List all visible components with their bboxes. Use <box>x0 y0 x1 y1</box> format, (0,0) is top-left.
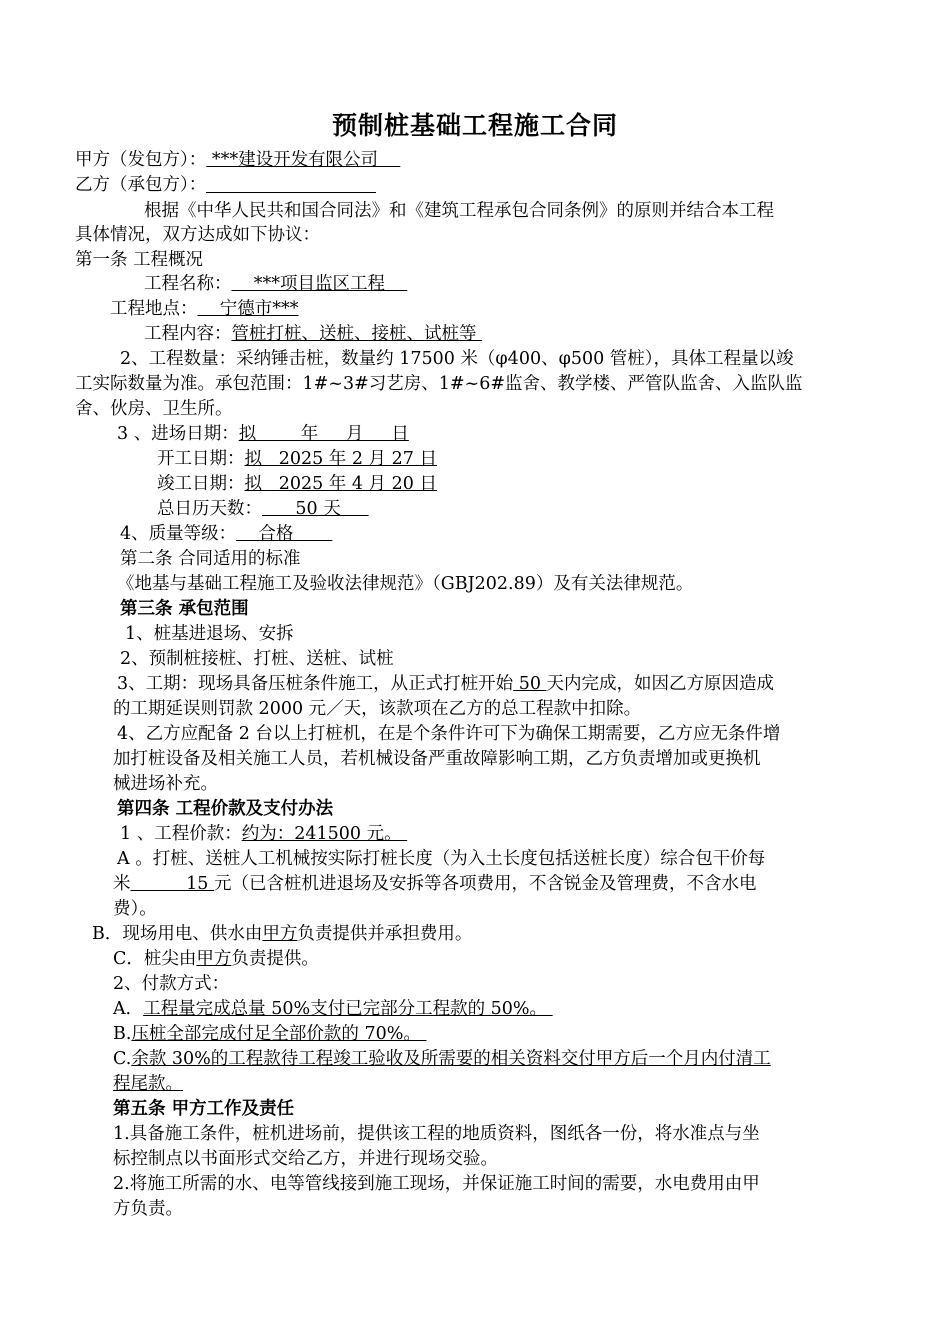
payment-a-value: 工程量完成总量 50%支付已完部分工程款的 50%。 <box>143 999 553 1019</box>
project-content-value: 管桩打桩、送桩、接桩、试桩等 <box>231 324 483 344</box>
project-name-line <box>144 272 407 296</box>
payment-b-value: 压桩全部完成付足全部价款的 70%。 <box>131 1024 427 1044</box>
total-days-value: 50 天 <box>262 499 369 519</box>
total-days-label: 总日历天数： <box>157 499 262 519</box>
party-a-label: 甲方（发包方）： <box>75 150 207 170</box>
scope-item-3-line-1 <box>117 672 774 696</box>
scope-item-4-line-1: 4、乙方应配备 2 台以上打桩机，在是个条件许可下为确保工期需要，乙方应无条件增 <box>117 724 781 744</box>
payment-c-line-1 <box>113 1047 771 1071</box>
start-date-value: 拟 2025 年 2 月 27 日 <box>244 449 437 469</box>
article-2-text: 《地基与基础工程施工及验收法律规范》（GBJ202.89）及有关法律规范。 <box>117 574 694 594</box>
price-a-text-a: 米 <box>113 874 131 894</box>
payment-c-label: C. <box>113 1049 132 1069</box>
scope-item-3-text-c: 天内完成，如因乙方原因造成 <box>546 674 775 694</box>
article-3-heading: 第三条 承包范围 <box>120 599 249 619</box>
price-b-text-c: 负责提供并承担费用。 <box>297 924 473 944</box>
scope-item-2: 2、预制桩接桩、打桩、送桩、试桩 <box>120 649 394 669</box>
project-name-value: ***项目监区工程 <box>231 274 408 294</box>
duty-1-line-2: 标控制点以书面形式交给乙方，并进行现场交验。 <box>113 1149 498 1169</box>
party-a-value: ***建设开发有限公司 <box>206 150 401 170</box>
payment-b-label: B. <box>113 1024 132 1044</box>
price-c-line <box>113 947 319 971</box>
price-b-text-a: B．现场用电、供水由 <box>92 924 263 944</box>
price-c-text-a: C．桩尖由 <box>113 949 197 969</box>
payment-a-label: A． <box>113 999 144 1019</box>
price-c-party: 甲方 <box>196 949 232 969</box>
quantity-line-3: 舍、伙房、卫生所。 <box>75 399 233 419</box>
project-name-label: 工程名称： <box>144 274 232 294</box>
quantity-line-2: 工实际数量为准。承包范围：1#~3#习艺房、1#~6#监舍、教学楼、严管队监舍、入监队监 <box>75 374 803 394</box>
work-days-value: 50 <box>513 674 547 694</box>
party-b-label: 乙方（承包方）： <box>75 175 207 195</box>
scope-item-1: 1、桩基进退场、安拆 <box>125 624 294 644</box>
price-value: 约为：241500 元。 <box>241 824 408 844</box>
start-date-label: 开工日期： <box>157 449 245 469</box>
entry-date-value: 拟 年 月 日 <box>238 424 409 444</box>
quality-label: 4、质量等级： <box>120 524 237 544</box>
quality-value: 合格 <box>236 524 333 544</box>
payment-c-line-2 <box>113 1072 183 1096</box>
total-days-line <box>157 497 369 521</box>
article-2-heading: 第二条 合同适用的标准 <box>120 549 301 569</box>
end-date-value: 拟 2025 年 4 月 20 日 <box>244 474 437 494</box>
intro-line-1: 根据《中华人民共和国合同法》和《建筑工程承包合同条例》的原则并结合本工程 <box>144 201 774 221</box>
project-place-value: 宁德市*** <box>197 299 299 319</box>
project-content-line <box>144 322 482 346</box>
duty-2-line-1: 2.将施工所需的水、电等管线接到施工现场，并保证施工时间的需要，水电费用由甲 <box>113 1174 760 1194</box>
price-line <box>120 822 407 846</box>
price-label: 1 、工程价款： <box>120 824 242 844</box>
payment-b-line <box>113 1022 426 1046</box>
price-b-line <box>92 922 472 946</box>
start-date-line <box>157 447 437 471</box>
entry-date-label: 3 、进场日期： <box>117 424 239 444</box>
unit-price-value: 15 <box>130 874 214 894</box>
price-a-text-c: 元（已含桩机进退场及安拆等各项费用，不含锐金及管理费，不含水电 <box>213 874 757 894</box>
article-1-heading: 第一条 工程概况 <box>75 250 204 270</box>
payment-a-line <box>113 997 553 1021</box>
payment-c-value-2: 程尾款。 <box>113 1074 183 1094</box>
payment-method-label: 2、付款方式： <box>113 974 230 994</box>
article-4-heading: 第四条 工程价款及支付办法 <box>117 799 334 819</box>
article-5-heading: 第五条 甲方工作及责任 <box>113 1099 295 1119</box>
entry-date-line <box>117 422 409 446</box>
intro-line-2: 具体情况，双方达成如下协议： <box>75 225 320 245</box>
project-content-label: 工程内容： <box>144 324 232 344</box>
scope-item-3-text-a: 3、工期：现场具备压桩条件施工，从正式打桩开始 <box>117 674 514 694</box>
party-a-line <box>75 148 400 172</box>
party-b-blank <box>206 174 376 193</box>
price-c-text-c: 负责提供。 <box>231 949 319 969</box>
price-a-line-3: 费）。 <box>113 899 157 919</box>
quantity-line-1: 2、工程数量：采纳锤击桩，数量约 17500 米（φ400、φ500 管桩），具体工程量以竣 <box>120 349 794 369</box>
duty-1-line-1: 1.具备施工条件，桩机进场前，提供该工程的地质资料，图纸各一份，将水准点与坐 <box>113 1124 760 1144</box>
price-a-line-2 <box>113 872 756 896</box>
quality-line <box>120 522 332 546</box>
payment-c-value-1: 余款 30%的工程款待工程竣工验收及所需要的相关资料交付甲方后一个月内付清工 <box>131 1049 771 1069</box>
end-date-line <box>157 472 437 496</box>
party-b-line <box>75 173 376 197</box>
project-place-line <box>110 297 299 321</box>
scope-item-3-line-2: 的工期延误则罚款 2000 元／天，该款项在乙方的总工程款中扣除。 <box>113 699 642 719</box>
document-title: 预制桩基础工程施工合同 <box>331 111 618 140</box>
price-b-party: 甲方 <box>262 924 298 944</box>
duty-2-line-2: 方负责。 <box>113 1199 183 1219</box>
price-a-line-1: A 。打桩、送桩人工机械按实际打桩长度（为入土长度包括送桩长度）综合包干价每 <box>117 849 766 869</box>
end-date-label: 竣工日期： <box>157 474 245 494</box>
scope-item-4-line-3: 械进场补充。 <box>113 774 218 794</box>
scope-item-4-line-2: 加打桩设备及相关施工人员，若机械设备严重故障影响工期，乙方负责增加或更换机 <box>113 749 761 769</box>
project-place-label: 工程地点： <box>110 299 198 319</box>
